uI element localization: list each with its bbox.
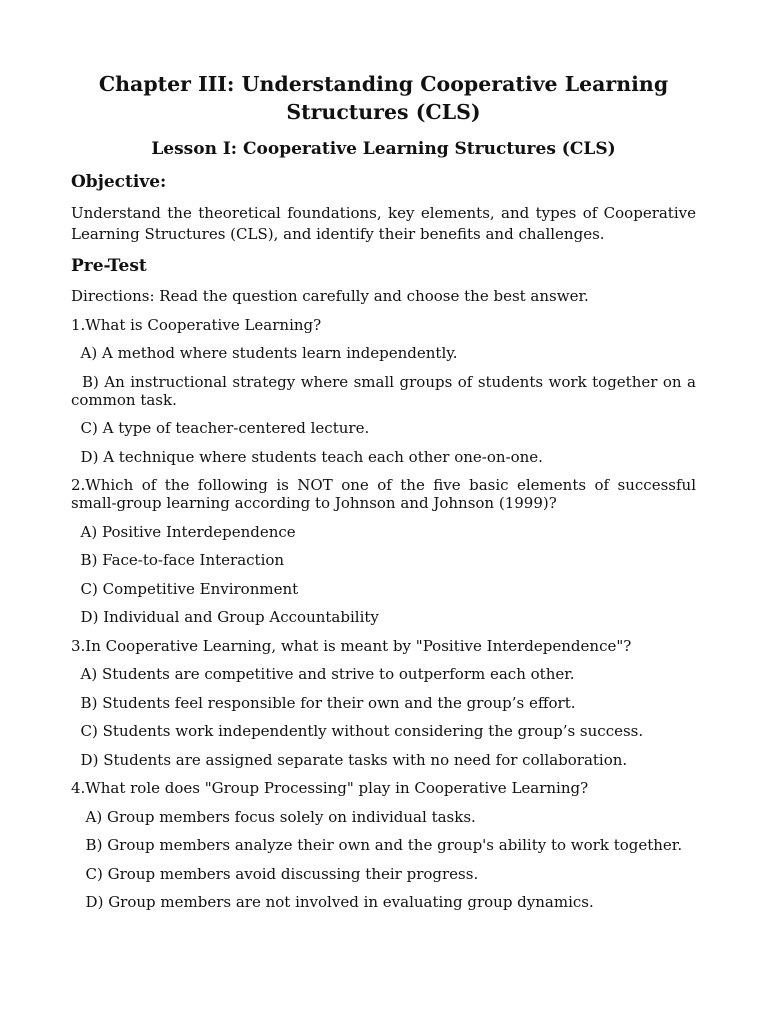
question-1 bbox=[71, 315, 701, 466]
pretest-directions: Directions: Read the question carefully and choose the best answer. bbox=[71, 287, 589, 305]
answer-option-d: D) Students are assigned separate tasks with no need for collaboration. bbox=[71, 750, 628, 769]
question-text: 2.Which of the following is NOT one of the five basic elements of successful small-group learning according to Johnson and Johnson (1999)? bbox=[71, 476, 696, 512]
answer-option-a: A) Students are competitive and strive to outperform each other. bbox=[71, 665, 575, 683]
answer-option-d: D) A technique where students teach each other one-on-one. bbox=[71, 447, 543, 466]
chapter-title: Chapter III: Understanding Cooperative Learning Structures (CLS) bbox=[98, 72, 669, 124]
question-text: 1.What is Cooperative Learning? bbox=[71, 315, 322, 334]
answer-option-c: C) Students work independently without considering the group’s success. bbox=[71, 722, 644, 740]
answer-option-b: B) Face-to-face Interaction bbox=[71, 551, 285, 569]
question-3 bbox=[71, 637, 696, 769]
answer-option-b: B) Group members analyze their own and the group's ability to work together. bbox=[76, 836, 683, 854]
answer-option-d: D) Individual and Group Accountability bbox=[71, 608, 379, 626]
answer-option-d: D) Group members are not involved in evaluating group dynamics. bbox=[76, 893, 594, 911]
answer-option-c: C) Group members avoid discussing their progress. bbox=[76, 864, 479, 883]
document-page bbox=[71, 70, 701, 922]
answer-option-b: B) Students feel responsible for their own and the group’s effort. bbox=[71, 693, 576, 712]
lesson-title: Lesson I: Cooperative Learning Structures (CLS) bbox=[151, 139, 616, 159]
answer-option-a: A) Group members focus solely on individual tasks. bbox=[76, 807, 476, 826]
answer-option-c: C) Competitive Environment bbox=[71, 579, 299, 598]
pretest-heading: Pre-Test bbox=[71, 256, 147, 276]
objective-heading: Objective: bbox=[71, 172, 167, 192]
question-4 bbox=[71, 779, 696, 911]
question-text: 4.What role does "Group Processing" play in Cooperative Learning? bbox=[71, 779, 589, 797]
answer-option-a: A) Positive Interdependence bbox=[71, 522, 296, 541]
question-text: 3.In Cooperative Learning, what is meant by "Positive Interdependence"? bbox=[71, 636, 632, 655]
answer-option-a: A) A method where students learn independently. bbox=[71, 344, 458, 362]
answer-option-b: B) An instructional strategy where small groups of students work together on a common task. bbox=[71, 372, 701, 409]
objective-text: Understand the theoretical foundations, key elements, and types of Cooperative Learning Structures (CLS), and identify their benefits and challenges. bbox=[71, 204, 696, 243]
answer-option-c: C) A type of teacher-centered lecture. bbox=[71, 419, 370, 437]
question-2 bbox=[71, 476, 696, 626]
